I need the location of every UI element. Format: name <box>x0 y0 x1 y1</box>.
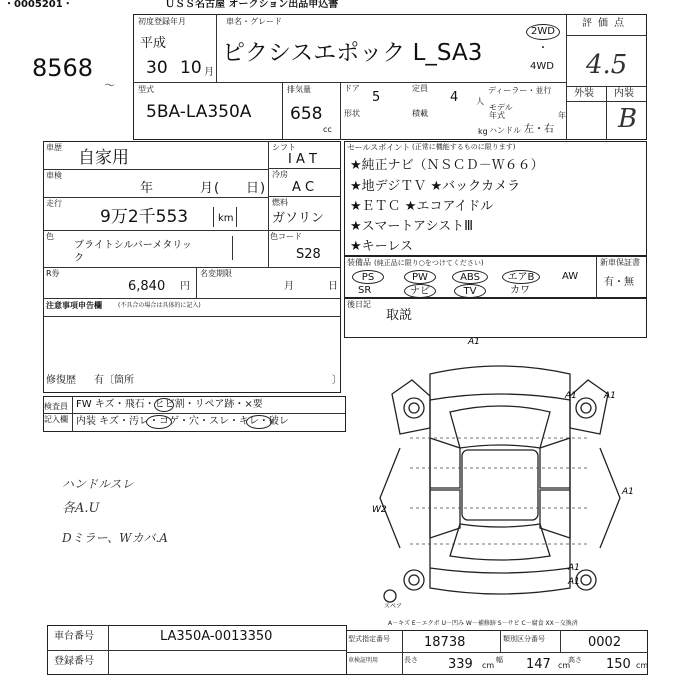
height-label: 高さ <box>568 656 582 664</box>
drive-dot: ・ <box>538 43 548 54</box>
color-value-line2: ク <box>74 253 84 264</box>
model-label: 型式 <box>138 85 154 94</box>
model-year-label: モデル年式 <box>489 103 513 120</box>
length-value: 339 <box>448 657 473 672</box>
shape-label: 形状 <box>344 109 360 118</box>
color-value-line1: ブライトシルバーメタリッ <box>74 240 192 251</box>
mileage-label: 走行 <box>46 199 62 208</box>
inspector-row-1: FW キズ・飛石・ヒビ割・リペア跡・×要 <box>76 399 263 410</box>
equip-sr: SR <box>358 285 372 296</box>
doors-label: ドア <box>344 84 360 93</box>
equip-abs: ABS <box>452 270 488 284</box>
capacity-value: 4 <box>450 90 459 105</box>
dimensions-label: 車検証明用 <box>348 657 379 664</box>
width-value: 147 <box>526 657 551 672</box>
warranty-value: 有・無 <box>604 277 634 288</box>
notes-note: (不具合の場合は具体的に記入) <box>118 302 201 309</box>
fuel-label: 燃料 <box>272 198 288 207</box>
damage-a1-front-right: A1 <box>565 391 577 401</box>
registration-label: 初度登録年月 <box>138 17 186 26</box>
chassis-label: 車台番号 <box>54 631 94 642</box>
sales-points-note: (正常に機能するものに限ります) <box>412 143 516 151</box>
handwritten-mark: 〜 <box>103 79 114 92</box>
color-code-value: S28 <box>296 247 321 262</box>
capacity-label: 定員 <box>412 84 428 93</box>
equip-aw: AW <box>562 271 579 282</box>
damage-w2: W2 <box>372 505 387 515</box>
recycle-value: 6,840 <box>128 279 166 294</box>
warranty-label: 新車保証書 <box>600 258 640 267</box>
aircon-label: 冷房 <box>272 170 288 179</box>
fuel-value: ガソリン <box>272 211 325 226</box>
spare-label: スペア <box>384 603 403 610</box>
recycle-label: R券 <box>46 269 60 278</box>
handwritten-line-3: Dミラー、Wカバ.A <box>62 531 168 545</box>
exterior-label: 外装 <box>574 88 594 99</box>
shaken-day: 日 <box>246 181 260 196</box>
load-unit: kg <box>478 127 488 136</box>
inspector-circle-3 <box>246 415 272 429</box>
registration-era: 平成 <box>140 36 167 51</box>
model-year-unit: 年 <box>558 111 566 120</box>
equip-airbag: エアB <box>502 270 540 284</box>
shaken-paren-close: ) <box>260 181 266 196</box>
handwritten-line-1: ハンドルスレ <box>62 477 134 491</box>
inspector-row-2: 内装 キズ・汚レ・コゲ・穴・スレ・キレ・破レ <box>76 416 289 427</box>
shift-label: シフト <box>272 143 296 152</box>
color-code-label: 色コード <box>270 232 302 241</box>
plate-expiry-label: 名変期限 <box>200 269 232 278</box>
mileage-unit: km <box>218 213 234 224</box>
car-name-label: 車名・グレード <box>226 17 282 26</box>
evaluation-label: 評価点 <box>582 18 630 29</box>
inspector-circle-2 <box>146 415 172 429</box>
length-unit: cm <box>482 661 495 670</box>
sales-point-3: ★ＥＴＣ ★エコアイドル <box>350 199 494 214</box>
repair-value: 有〔箇所 <box>94 375 134 386</box>
car-name-value: ピクシスエポック L_SA3 <box>222 40 483 66</box>
sales-point-2: ★地デジＴＶ ★バックカメラ <box>350 179 521 194</box>
damage-a1-right-mid: A1 <box>622 487 634 497</box>
import-label: ディーラー・並行 <box>488 86 552 95</box>
displacement-unit: cc <box>323 125 332 134</box>
color-label: 色 <box>46 232 54 241</box>
form-title: ＵＳＳ名古屋 オークション出品申込書 <box>165 0 339 10</box>
equipment-label: 装備品 <box>347 258 371 267</box>
plate-expiry-month: 月 <box>284 281 294 292</box>
shaken-label: 車検 <box>46 171 62 180</box>
equip-pw: PW <box>404 270 436 284</box>
equip-leather: カワ <box>510 285 530 296</box>
sales-points-label: セールスポイント <box>347 143 411 152</box>
length-label: 長さ <box>404 656 418 664</box>
type-designation-value: 18738 <box>424 635 466 650</box>
equip-ps: PS <box>352 270 384 284</box>
equipment-note: (純正品に限り○をつけてください) <box>374 259 484 267</box>
height-unit: cm <box>636 661 649 670</box>
aircon-value: A C <box>292 180 315 195</box>
registration-no-label: 登録番号 <box>54 656 94 667</box>
load-label: 積載 <box>412 109 428 118</box>
registration-year: 30 <box>146 58 168 78</box>
shaken-paren-open: ( <box>214 181 220 196</box>
inspector-label-1: 検査員 <box>44 402 68 411</box>
repair-close: 〕 <box>332 375 342 386</box>
damage-a1-rear-right: A1 <box>568 563 580 573</box>
plate-expiry-day: 日 <box>328 281 338 292</box>
lot-number: 8568 <box>32 54 94 82</box>
shift-value: I A T <box>288 152 317 167</box>
damage-legend: A－キズ E－エクボ U－凹み W－補修跡 S－サビ C－腐食 XX－交換済 <box>388 620 578 627</box>
inspector-label-2: 記入欄 <box>44 415 68 424</box>
serial-number: ・0005201・ <box>4 0 73 10</box>
sales-point-1: ★純正ナビ（ＮＳＣＤ－Ｗ６６） <box>350 158 544 173</box>
history-value: 自家用 <box>78 148 129 168</box>
class-value: 0002 <box>588 635 622 650</box>
class-label: 類別区分番号 <box>503 635 545 643</box>
handle-value: 左・右 <box>524 124 554 135</box>
displacement-label: 排気量 <box>287 85 311 94</box>
type-designation-label: 型式指定番号 <box>348 635 390 643</box>
recycle-unit: 円 <box>180 281 190 292</box>
shaken-month: 月 <box>200 181 214 196</box>
registration-month: 10 <box>180 58 202 78</box>
notes-label: 注意事項申告欄 <box>46 301 102 310</box>
doors-value: 5 <box>372 90 381 105</box>
evaluation-score: 4.5 <box>586 50 628 80</box>
displacement-value: 658 <box>290 104 323 124</box>
drive-2wd-circle: 2WD <box>526 24 560 40</box>
chassis-value: LA350A-0013350 <box>160 629 273 644</box>
sales-point-5: ★キーレス <box>350 239 414 254</box>
model-value: 5BA-LA350A <box>146 102 252 122</box>
repair-label: 修復歴 <box>46 375 76 386</box>
damage-diagram <box>350 338 650 620</box>
width-label: 幅 <box>496 656 503 664</box>
width-unit: cm <box>558 661 571 670</box>
capacity-unit: 人 <box>476 97 484 106</box>
damage-a1-right-side: A1 <box>604 391 616 401</box>
handle-label: ハンドル <box>489 126 521 135</box>
history-label: 車歴 <box>46 143 62 152</box>
postscript-label: 後日記 <box>347 300 371 309</box>
inspector-circle-1 <box>154 398 174 412</box>
drive-4wd: 4WD <box>530 61 554 72</box>
sales-point-4: ★スマートアシストⅢ <box>350 219 474 234</box>
mileage-value: 9万2千553 <box>100 207 189 227</box>
registration-month-unit: 月 <box>204 67 214 78</box>
equip-navi: ナビ <box>404 284 436 298</box>
interior-grade: B <box>618 104 638 134</box>
postscript-value: 取説 <box>386 308 413 323</box>
damage-a1-rear: A1 <box>568 577 580 587</box>
interior-label: 内装 <box>614 88 634 99</box>
equip-tv: TV <box>454 284 486 298</box>
handwritten-line-2: 各A.U <box>62 501 100 516</box>
shaken-year: 年 <box>140 181 154 196</box>
damage-a1-top: A1 <box>468 338 480 347</box>
height-value: 150 <box>606 657 631 672</box>
